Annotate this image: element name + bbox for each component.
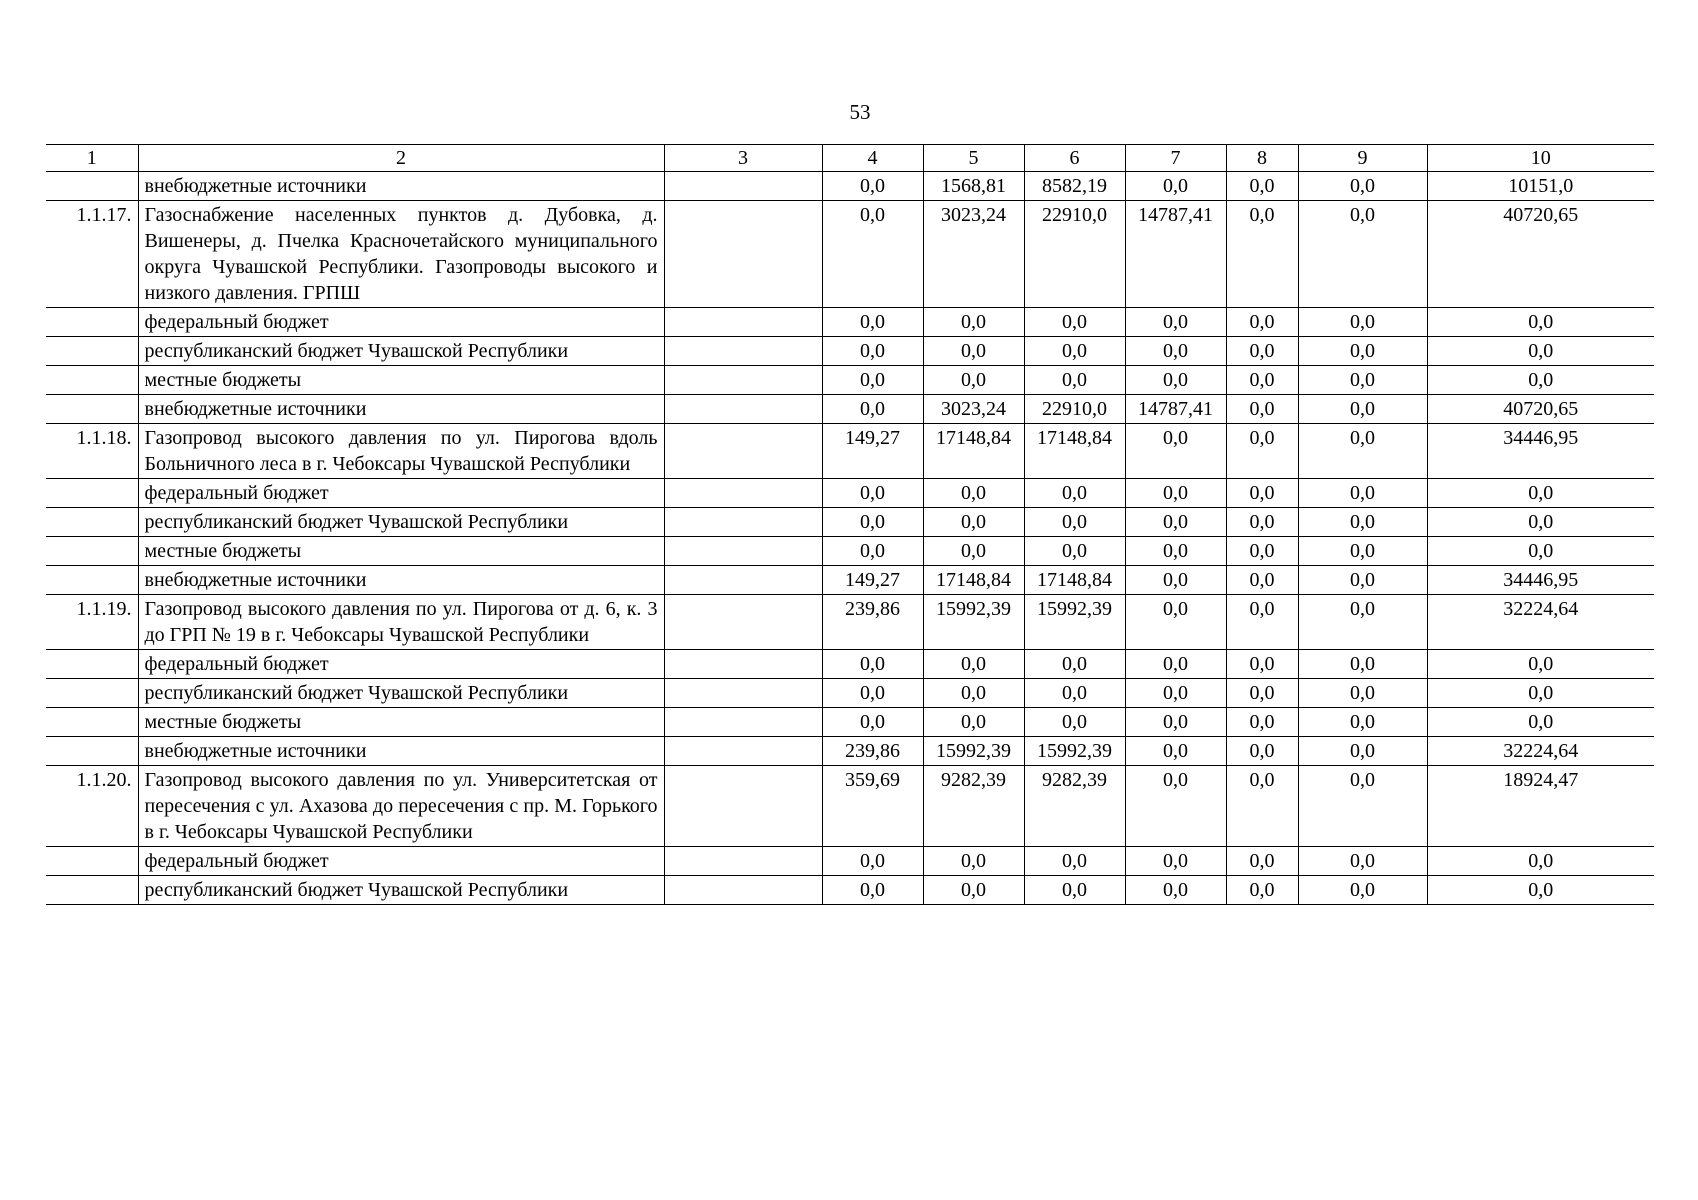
funding-source-name: федеральный бюджет [138, 479, 664, 508]
value-cell-col-6: 8582,19 [1024, 172, 1125, 201]
responsible-cell [664, 876, 822, 905]
responsible-cell [664, 595, 822, 650]
value-cell-col-8: 0,0 [1226, 566, 1298, 595]
value-cell-col-10: 0,0 [1427, 708, 1654, 737]
row-number [46, 479, 138, 508]
object-name: Газопровод высокого давления по ул. Университетская от пересечения с ул. Ахазова до пересечения с пр. М. Горького в г. Чебоксары Чувашской Республики [138, 766, 664, 847]
value-cell-col-10: 40720,65 [1427, 395, 1654, 424]
value-cell-col-4: 0,0 [822, 395, 923, 424]
value-cell-col-9: 0,0 [1298, 876, 1427, 905]
table-row-funding-source [46, 650, 1654, 679]
row-number [46, 337, 138, 366]
value-cell-col-4: 149,27 [822, 566, 923, 595]
value-cell-col-4: 0,0 [822, 172, 923, 201]
value-cell-col-9: 0,0 [1298, 308, 1427, 337]
value-cell-col-4: 0,0 [822, 201, 923, 308]
responsible-cell [664, 847, 822, 876]
table-row-funding-source [46, 395, 1654, 424]
table-row-funding-source [46, 737, 1654, 766]
value-cell-col-8: 0,0 [1226, 479, 1298, 508]
value-cell-col-7: 0,0 [1125, 737, 1226, 766]
responsible-cell [664, 508, 822, 537]
value-cell-col-4: 0,0 [822, 337, 923, 366]
value-cell-col-6: 0,0 [1024, 366, 1125, 395]
value-cell-col-7: 0,0 [1125, 508, 1226, 537]
value-cell-col-9: 0,0 [1298, 847, 1427, 876]
value-cell-col-4: 0,0 [822, 650, 923, 679]
value-cell-col-5: 0,0 [923, 708, 1024, 737]
value-cell-col-9: 0,0 [1298, 337, 1427, 366]
value-cell-col-4: 0,0 [822, 366, 923, 395]
value-cell-col-4: 0,0 [822, 537, 923, 566]
table-row-object [46, 595, 1654, 650]
value-cell-col-7: 0,0 [1125, 595, 1226, 650]
table-row-funding-source [46, 876, 1654, 905]
responsible-cell [664, 766, 822, 847]
row-number: 1.1.18. [46, 424, 138, 479]
row-number [46, 737, 138, 766]
value-cell-col-5: 15992,39 [923, 595, 1024, 650]
header-row [46, 145, 1654, 172]
funding-source-name: республиканский бюджет Чувашской Республики [138, 876, 664, 905]
funding-source-name: местные бюджеты [138, 708, 664, 737]
value-cell-col-10: 34446,95 [1427, 566, 1654, 595]
row-number: 1.1.19. [46, 595, 138, 650]
header-cell-col-6: 6 [1024, 145, 1125, 172]
table-row-funding-source [46, 566, 1654, 595]
value-cell-col-4: 239,86 [822, 737, 923, 766]
value-cell-col-8: 0,0 [1226, 876, 1298, 905]
funding-source-name: внебюджетные источники [138, 395, 664, 424]
table-body [46, 172, 1654, 905]
value-cell-col-7: 14787,41 [1125, 201, 1226, 308]
responsible-cell [664, 650, 822, 679]
responsible-cell [664, 708, 822, 737]
value-cell-col-7: 0,0 [1125, 537, 1226, 566]
value-cell-col-5: 0,0 [923, 366, 1024, 395]
responsible-cell [664, 201, 822, 308]
row-number [46, 876, 138, 905]
value-cell-col-8: 0,0 [1226, 201, 1298, 308]
row-number: 1.1.20. [46, 766, 138, 847]
header-cell-col-7: 7 [1125, 145, 1226, 172]
value-cell-col-7: 0,0 [1125, 424, 1226, 479]
value-cell-col-7: 14787,41 [1125, 395, 1226, 424]
value-cell-col-4: 149,27 [822, 424, 923, 479]
responsible-cell [664, 366, 822, 395]
value-cell-col-4: 0,0 [822, 508, 923, 537]
table-row-funding-source [46, 172, 1654, 201]
value-cell-col-5: 0,0 [923, 876, 1024, 905]
value-cell-col-5: 0,0 [923, 508, 1024, 537]
row-number [46, 708, 138, 737]
value-cell-col-5: 0,0 [923, 537, 1024, 566]
responsible-cell [664, 566, 822, 595]
table-header [46, 145, 1654, 172]
row-number [46, 566, 138, 595]
table-row-object [46, 424, 1654, 479]
value-cell-col-9: 0,0 [1298, 537, 1427, 566]
value-cell-col-6: 15992,39 [1024, 595, 1125, 650]
value-cell-col-7: 0,0 [1125, 337, 1226, 366]
value-cell-col-5: 15992,39 [923, 737, 1024, 766]
value-cell-col-6: 0,0 [1024, 650, 1125, 679]
header-cell-col-2: 2 [138, 145, 664, 172]
value-cell-col-6: 0,0 [1024, 308, 1125, 337]
value-cell-col-10: 0,0 [1427, 479, 1654, 508]
value-cell-col-8: 0,0 [1226, 395, 1298, 424]
value-cell-col-9: 0,0 [1298, 708, 1427, 737]
funding-source-name: внебюджетные источники [138, 737, 664, 766]
value-cell-col-8: 0,0 [1226, 537, 1298, 566]
value-cell-col-9: 0,0 [1298, 424, 1427, 479]
row-number: 1.1.17. [46, 201, 138, 308]
header-cell-col-4: 4 [822, 145, 923, 172]
object-name: Газопровод высокого давления по ул. Пирогова вдоль Больничного леса в г. Чебоксары Чувашской Республики [138, 424, 664, 479]
value-cell-col-6: 0,0 [1024, 479, 1125, 508]
header-cell-col-9: 9 [1298, 145, 1427, 172]
value-cell-col-4: 0,0 [822, 876, 923, 905]
row-number [46, 308, 138, 337]
value-cell-col-9: 0,0 [1298, 737, 1427, 766]
value-cell-col-10: 10151,0 [1427, 172, 1654, 201]
value-cell-col-8: 0,0 [1226, 847, 1298, 876]
value-cell-col-5: 0,0 [923, 308, 1024, 337]
value-cell-col-8: 0,0 [1226, 708, 1298, 737]
value-cell-col-10: 0,0 [1427, 308, 1654, 337]
value-cell-col-5: 17148,84 [923, 566, 1024, 595]
value-cell-col-8: 0,0 [1226, 679, 1298, 708]
value-cell-col-7: 0,0 [1125, 566, 1226, 595]
responsible-cell [664, 308, 822, 337]
value-cell-col-8: 0,0 [1226, 172, 1298, 201]
value-cell-col-8: 0,0 [1226, 766, 1298, 847]
value-cell-col-7: 0,0 [1125, 172, 1226, 201]
value-cell-col-7: 0,0 [1125, 308, 1226, 337]
responsible-cell [664, 679, 822, 708]
row-number [46, 172, 138, 201]
value-cell-col-8: 0,0 [1226, 737, 1298, 766]
value-cell-col-9: 0,0 [1298, 766, 1427, 847]
value-cell-col-7: 0,0 [1125, 366, 1226, 395]
value-cell-col-8: 0,0 [1226, 508, 1298, 537]
funding-source-name: республиканский бюджет Чувашской Республики [138, 337, 664, 366]
value-cell-col-8: 0,0 [1226, 650, 1298, 679]
value-cell-col-7: 0,0 [1125, 679, 1226, 708]
value-cell-col-4: 0,0 [822, 679, 923, 708]
value-cell-col-9: 0,0 [1298, 366, 1427, 395]
value-cell-col-9: 0,0 [1298, 566, 1427, 595]
value-cell-col-7: 0,0 [1125, 479, 1226, 508]
page-number: 53 [849, 100, 871, 124]
value-cell-col-10: 32224,64 [1427, 595, 1654, 650]
value-cell-col-10: 0,0 [1427, 876, 1654, 905]
value-cell-col-10: 0,0 [1427, 847, 1654, 876]
funding-source-name: федеральный бюджет [138, 847, 664, 876]
value-cell-col-5: 0,0 [923, 337, 1024, 366]
value-cell-col-8: 0,0 [1226, 337, 1298, 366]
table-row-funding-source [46, 708, 1654, 737]
value-cell-col-5: 0,0 [923, 679, 1024, 708]
responsible-cell [664, 424, 822, 479]
funding-source-name: республиканский бюджет Чувашской Республики [138, 679, 664, 708]
financing-table [46, 144, 1654, 905]
table-row-object [46, 766, 1654, 847]
value-cell-col-6: 0,0 [1024, 537, 1125, 566]
value-cell-col-6: 0,0 [1024, 708, 1125, 737]
value-cell-col-4: 0,0 [822, 847, 923, 876]
value-cell-col-6: 17148,84 [1024, 566, 1125, 595]
funding-source-name: федеральный бюджет [138, 308, 664, 337]
object-name: Газопровод высокого давления по ул. Пирогова от д. 6, к. 3 до ГРП № 19 в г. Чебоксары Чувашской Республики [138, 595, 664, 650]
table-row-object [46, 201, 1654, 308]
funding-source-name: местные бюджеты [138, 366, 664, 395]
value-cell-col-10: 0,0 [1427, 679, 1654, 708]
value-cell-col-6: 0,0 [1024, 679, 1125, 708]
header-cell-col-10: 10 [1427, 145, 1654, 172]
value-cell-col-8: 0,0 [1226, 595, 1298, 650]
table-row-funding-source [46, 366, 1654, 395]
value-cell-col-10: 32224,64 [1427, 737, 1654, 766]
value-cell-col-7: 0,0 [1125, 847, 1226, 876]
responsible-cell [664, 337, 822, 366]
funding-source-name: республиканский бюджет Чувашской Республики [138, 508, 664, 537]
object-name: Газоснабжение населенных пунктов д. Дубовка, д. Вишенеры, д. Пчелка Красночетайского муниципального округа Чувашской Республики. Газопроводы высокого и низкого давления. ГРПШ [138, 201, 664, 308]
responsible-cell [664, 479, 822, 508]
funding-source-name: местные бюджеты [138, 537, 664, 566]
value-cell-col-10: 0,0 [1427, 508, 1654, 537]
value-cell-col-4: 359,69 [822, 766, 923, 847]
value-cell-col-4: 239,86 [822, 595, 923, 650]
header-cell-col-8: 8 [1226, 145, 1298, 172]
row-number [46, 395, 138, 424]
value-cell-col-9: 0,0 [1298, 201, 1427, 308]
value-cell-col-6: 17148,84 [1024, 424, 1125, 479]
value-cell-col-10: 34446,95 [1427, 424, 1654, 479]
value-cell-col-5: 0,0 [923, 479, 1024, 508]
value-cell-col-5: 3023,24 [923, 201, 1024, 308]
value-cell-col-6: 9282,39 [1024, 766, 1125, 847]
value-cell-col-5: 3023,24 [923, 395, 1024, 424]
value-cell-col-9: 0,0 [1298, 508, 1427, 537]
value-cell-col-10: 0,0 [1427, 366, 1654, 395]
value-cell-col-9: 0,0 [1298, 479, 1427, 508]
row-number [46, 679, 138, 708]
header-cell-col-3: 3 [664, 145, 822, 172]
value-cell-col-8: 0,0 [1226, 366, 1298, 395]
value-cell-col-9: 0,0 [1298, 679, 1427, 708]
value-cell-col-10: 0,0 [1427, 650, 1654, 679]
value-cell-col-6: 22910,0 [1024, 201, 1125, 308]
value-cell-col-6: 22910,0 [1024, 395, 1125, 424]
value-cell-col-6: 0,0 [1024, 337, 1125, 366]
row-number [46, 537, 138, 566]
value-cell-col-9: 0,0 [1298, 595, 1427, 650]
value-cell-col-8: 0,0 [1226, 424, 1298, 479]
value-cell-col-9: 0,0 [1298, 650, 1427, 679]
value-cell-col-10: 18924,47 [1427, 766, 1654, 847]
value-cell-col-6: 0,0 [1024, 508, 1125, 537]
value-cell-col-4: 0,0 [822, 479, 923, 508]
value-cell-col-5: 0,0 [923, 847, 1024, 876]
value-cell-col-7: 0,0 [1125, 876, 1226, 905]
funding-source-name: внебюджетные источники [138, 566, 664, 595]
value-cell-col-4: 0,0 [822, 308, 923, 337]
row-number [46, 847, 138, 876]
table-row-funding-source [46, 337, 1654, 366]
table-row-funding-source [46, 537, 1654, 566]
value-cell-col-6: 0,0 [1024, 876, 1125, 905]
value-cell-col-5: 1568,81 [923, 172, 1024, 201]
value-cell-col-10: 40720,65 [1427, 201, 1654, 308]
value-cell-col-7: 0,0 [1125, 650, 1226, 679]
value-cell-col-7: 0,0 [1125, 708, 1226, 737]
value-cell-col-5: 17148,84 [923, 424, 1024, 479]
value-cell-col-5: 9282,39 [923, 766, 1024, 847]
responsible-cell [664, 737, 822, 766]
header-cell-col-1: 1 [46, 145, 138, 172]
responsible-cell [664, 537, 822, 566]
value-cell-col-10: 0,0 [1427, 337, 1654, 366]
table-row-funding-source [46, 847, 1654, 876]
value-cell-col-6: 15992,39 [1024, 737, 1125, 766]
value-cell-col-7: 0,0 [1125, 766, 1226, 847]
row-number [46, 366, 138, 395]
row-number [46, 650, 138, 679]
value-cell-col-5: 0,0 [923, 650, 1024, 679]
row-number [46, 508, 138, 537]
funding-source-name: внебюджетные источники [138, 172, 664, 201]
responsible-cell [664, 395, 822, 424]
value-cell-col-10: 0,0 [1427, 537, 1654, 566]
responsible-cell [664, 172, 822, 201]
value-cell-col-9: 0,0 [1298, 395, 1427, 424]
table-row-funding-source [46, 679, 1654, 708]
table-row-funding-source [46, 479, 1654, 508]
value-cell-col-9: 0,0 [1298, 172, 1427, 201]
value-cell-col-6: 0,0 [1024, 847, 1125, 876]
value-cell-col-8: 0,0 [1226, 308, 1298, 337]
value-cell-col-4: 0,0 [822, 708, 923, 737]
table-row-funding-source [46, 508, 1654, 537]
table-row-funding-source [46, 308, 1654, 337]
header-cell-col-5: 5 [923, 145, 1024, 172]
funding-source-name: федеральный бюджет [138, 650, 664, 679]
